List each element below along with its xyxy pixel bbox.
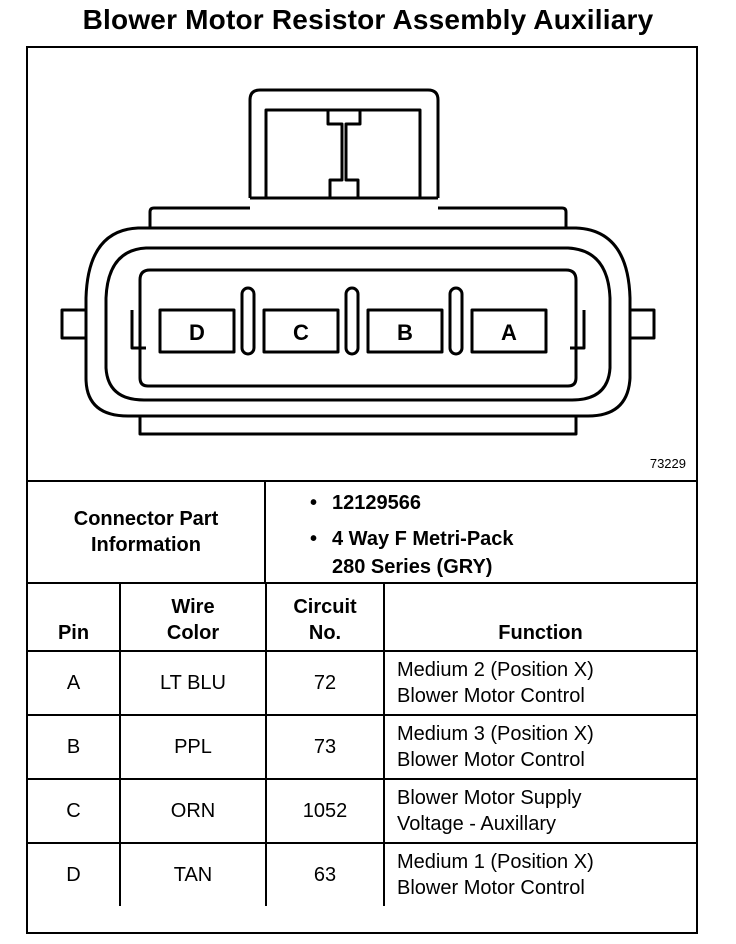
part-number: 12129566 [332,492,421,514]
header-circuit-no: Circuit No. [266,584,384,651]
pin-cell: D [28,843,120,906]
header-wire-color: Wire Color [120,584,266,651]
page-title: Blower Motor Resistor Assembly Auxiliary [82,4,654,35]
wire-color-cell: TAN [120,843,266,906]
pin-label-a: A [501,320,517,345]
pin-cell: A [28,651,120,715]
divider-2 [346,288,358,354]
pinout-header-row [28,584,696,651]
info-label-line1: Connector Part [73,508,219,530]
figure-number: 73229 [649,456,686,471]
bullet-icon: • [310,492,318,514]
pin-cell: C [28,779,120,843]
divider-1 [242,288,254,354]
connector-info-label [28,482,266,582]
circuit-cell: 63 [266,843,384,906]
info-label-line2: Information [91,534,201,556]
left-ear [62,310,86,338]
circuit-cell: 1052 [266,779,384,843]
latch-t [328,110,360,198]
pin-label-d: D [189,320,205,345]
function-cell: Medium 1 (Position X) Blower Motor Control [384,843,696,906]
circuit-cell: 72 [266,651,384,715]
latch-outer [250,90,438,198]
wire-color-cell: ORN [120,779,266,843]
pin-label-b: B [397,320,413,345]
connector-info-values [266,482,696,582]
table-row [28,715,696,779]
bullet-icon: • [310,528,318,550]
connector-description-line2: 280 Series (GRY) [332,556,493,578]
connector-sheet [26,46,698,934]
header-pin: Pin [28,584,120,651]
divider-3 [450,288,462,354]
connector-face-drawing [28,48,696,480]
pin-cell: B [28,715,120,779]
right-ear [630,310,654,338]
wire-color-cell: LT BLU [120,651,266,715]
function-cell: Medium 3 (Position X) Blower Motor Control [384,715,696,779]
pinout-table [28,584,696,906]
connector-description-line1: 4 Way F Metri-Pack [332,528,514,550]
function-cell: Blower Motor Supply Voltage - Auxillary [384,779,696,843]
header-function: Function [384,584,696,651]
circuit-cell: 73 [266,715,384,779]
table-row [28,651,696,715]
connector-diagram [28,48,696,480]
connector-skirt [140,416,576,434]
function-cell: Medium 2 (Position X) Blower Motor Control [384,651,696,715]
wire-color-cell: PPL [120,715,266,779]
table-row [28,779,696,843]
latch-base [150,198,566,228]
pin-label-c: C [293,320,309,345]
table-row [28,843,696,906]
connector-info-section [28,480,696,584]
